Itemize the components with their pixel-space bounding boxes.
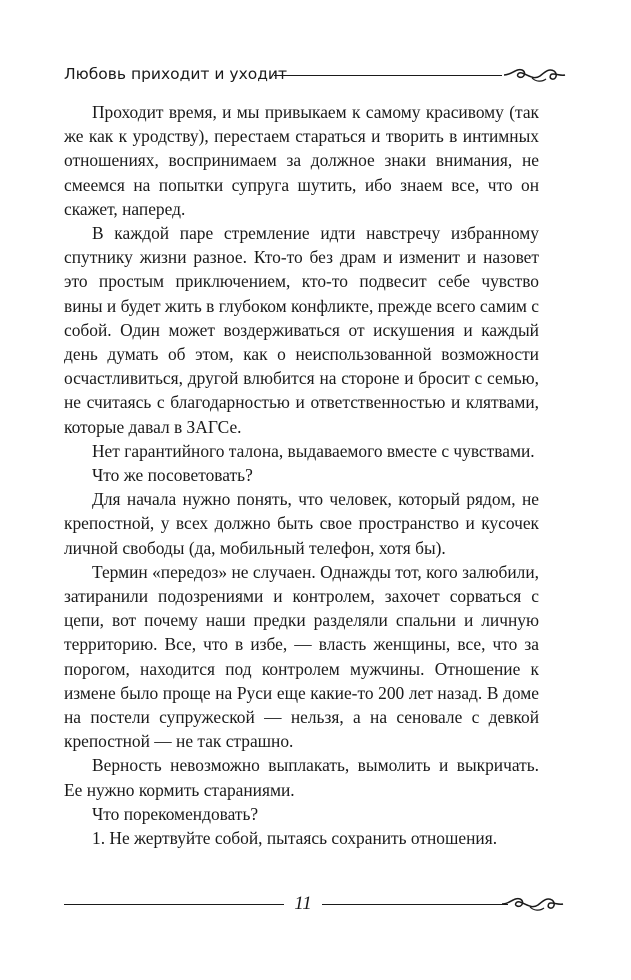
page-footer — [64, 890, 564, 920]
paragraph: Что порекомендовать? — [92, 803, 259, 824]
body-text — [64, 100, 539, 850]
paragraph: Термин «передоз» не случаен. Однажды тот, кого залюбили, затиранили подозрениями и контролем, захочет сорваться с цепи, вот почему наши предки разделяли спальни и личную территорию. Все, что в избе, — власть женщины, все, что за порогом, находится под контролем мужчины. Отношение к измене было проще на Руси еще какие-то 200 лет назад. В доме на постели супружеской — нельзя, а на сеновале с девкой крепостной — не так страшно. — [64, 561, 539, 752]
flourish-ornament-icon — [500, 893, 564, 915]
paragraph: Проходит время, и мы привыкаем к самому красивому (так же как к уродству), перестаем стараться и творить в интимных отношениях, воспринимаем за должное знаки внимания, не смеемся на попытки супруга шутить, ибо знаем все, что он скажет, наперед. — [64, 102, 539, 219]
paragraph: Верность невозможно выплакать, вымолить и выкричать. Ее нужно кормить стараниями. — [64, 755, 539, 800]
page-number: 11 — [294, 893, 312, 914]
flourish-ornament-icon — [502, 64, 566, 86]
paragraph: 1. Не жертвуйте собой, пытаясь сохранить отношения. — [92, 828, 498, 849]
running-header — [64, 64, 564, 88]
footer-rule-right — [322, 904, 508, 905]
paragraph: Для начала нужно понять, что человек, который рядом, не крепостной, у всех должно быть свое пространство и кусочек личной свободы (да, мобильный телефон, хотя бы). — [64, 489, 539, 558]
paragraph: Нет гарантийного талона, выдаваемого вместе с чувствами. — [92, 440, 535, 461]
running-header-title: Любовь приходит и уходит — [64, 65, 288, 83]
footer-rule-left — [64, 904, 284, 905]
paragraph: Что же посоветовать? — [92, 465, 253, 486]
paragraph: В каждой паре стремление идти навстречу избранному спутнику жизни разное. Кто-то без драм и изменит и назовет это простым приключением, кто-то подвесит себе чувство вины и будет жить в глубоком конфликте, прежде всего самим с собой. Один может воздерживаться от искушения и каждый день думать об этом, как о неиспользованной возможности осчастливиться, другой влюбится на стороне и бросит с семью, не считаясь с благодарностью и ответственностью и клятвами, которые давал в ЗАГСе. — [64, 223, 539, 437]
